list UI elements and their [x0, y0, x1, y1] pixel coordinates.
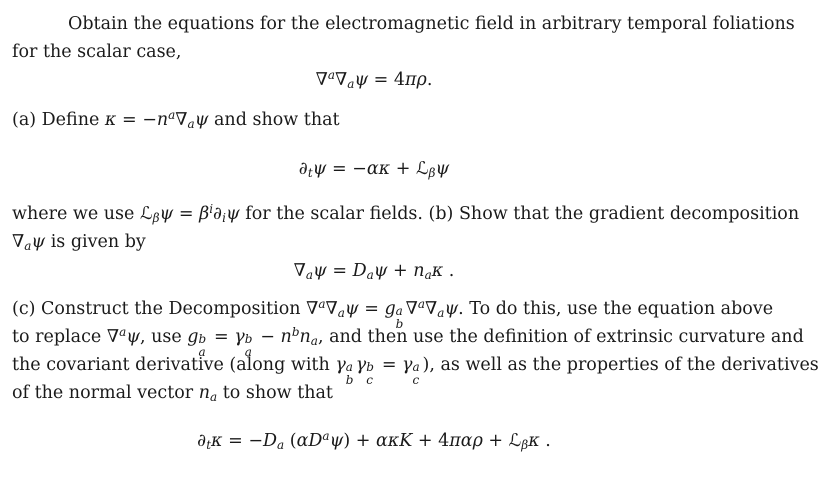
- part-c-line-1: (c) Construct the Decomposition $\nabla^a\nabla_a\psi = g$ a b $\nabla^a\nabla_a\psi$. To do this, use the equation above: [12, 297, 774, 331]
- part-a-line: (a) Define $\kappa = -n^a\nabla_a\psi$ and show that: [12, 108, 340, 131]
- intro-line-1: Obtain the equations for the electromagnetic field in arbitrary temporal foliations: [68, 14, 795, 34]
- equation-time-derivative: $\partial_t\psi = -\alpha\kappa$ + ℒ$_\beta$ψ: [298, 159, 450, 180]
- gradient-line: $\nabla_a\psi$ is given by: [12, 232, 146, 253]
- equation-gradient: $\nabla_a\psi = D_a\psi + n_a\kappa$ .: [293, 261, 455, 282]
- where-line: where we use ℒ$_\beta$ψ = $\beta^i\partial_i\psi$ for the scalar fields. (b) Show that the gradient decomposition: [12, 202, 800, 225]
- part-c-line-4: of the normal vector $n_a$ to show that: [12, 383, 333, 404]
- equation-poisson: $\nabla^a\nabla_a\psi = 4\pi\rho$.: [315, 68, 433, 91]
- part-c-line-2: to replace ∇$^a$ψ, use g b a = γ b a − $n^bn_a$, and then use the definition of extrinsic curvature and: [12, 325, 804, 359]
- equation-kappa-evolution: $\partial_t\kappa = -D_a$ $(\alpha D^a\psi) + \alpha\kappa K + 4\pi\alpha\rho$ + ℒ$_\beta$κ .: [197, 429, 551, 452]
- part-c-line-3: the covariant derivative (along with γ a b γ b c = γ a c ), as well as the properties of the derivatives: [12, 355, 819, 387]
- intro-line-2: for the scalar case,: [12, 42, 182, 62]
